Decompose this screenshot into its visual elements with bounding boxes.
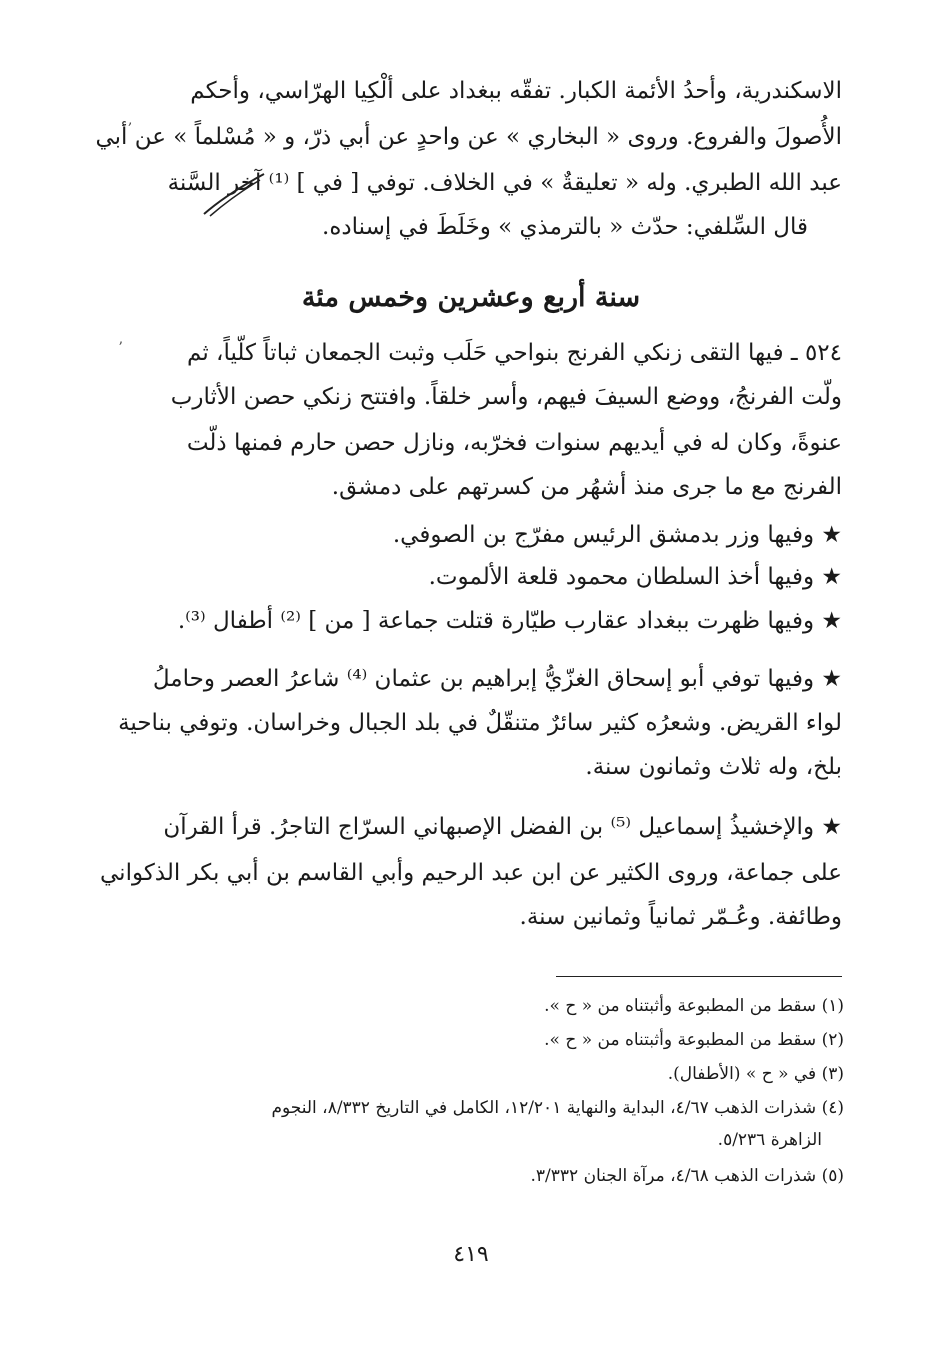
section-heading: سنة أربع وعشرين وخمس مئة bbox=[301, 282, 641, 313]
text-line: الفرنج مع ما جرى منذ أشهُر من كسرتهم على دمشق. bbox=[331, 474, 842, 500]
text-line: عنوةً، وكان له في أيديهم سنوات فخرّبه، ونازل حصن حارم فمنها ذلّت bbox=[186, 430, 842, 456]
list-item: ★ وفيها وزر بدمشق الرئيس مفرّج بن الصوفي. bbox=[392, 522, 842, 548]
margin-mark: , bbox=[128, 112, 133, 128]
footnote-3: (٣) في « ح » (الأطفال). bbox=[667, 1064, 844, 1084]
text-line: ٥٢٤ ـ فيها التقى زنكي الفرنج بنواحي حَلَب وثبت الجمعان ثباتاً كلّياً، ثم bbox=[187, 340, 842, 366]
text-line: الاسكندرية، وأحدُ الأئمة الكبار. تفقّه ببغداد على ألْكِيا الهرّاسي، وأحكم bbox=[190, 78, 842, 104]
entry-524-paragraph bbox=[132, 340, 842, 530]
footnote-4-continued: الزاهرة ٥/٢٣٦. bbox=[717, 1130, 822, 1150]
footnote-4: (٤) شذرات الذهب ٤/٦٧، البداية والنهاية ١٢/٢٠١، الكامل في التاريخ ٨/٣٣٢، النجوم bbox=[271, 1098, 844, 1118]
ghazzi-paragraph bbox=[118, 666, 842, 806]
footnote-1: (١) سقط من المطبوعة وأثبتناه من « ح ». bbox=[544, 996, 844, 1016]
text-line: الأُصولَ والفروع. وروى « البخاري » عن واحدٍ عن أبي ذرّ، و « مُسْلماً » عن أبي bbox=[95, 124, 842, 150]
footnote-5: (٥) شذرات الذهب ٤/٦٨، مرآة الجنان ٣/٣٣٢. bbox=[530, 1166, 844, 1186]
text-line: وطائفة. وعُـمّر ثمانياً وثمانين سنة. bbox=[519, 904, 842, 930]
handwritten-strike-mark bbox=[200, 170, 270, 220]
text-line: ★ والإخشيذُ إسماعيل ⁽⁵⁾ بن الفضل الإصبهاني السرّاج التاجرُ. قرأ القرآن bbox=[163, 814, 842, 840]
list-item: ★ وفيها ظهرت ببغداد عقارب طيّارة قتلت جماعة [ من ] ⁽²⁾ أطفال ⁽³⁾. bbox=[177, 608, 842, 634]
page-number: ٤١٩ bbox=[453, 1242, 489, 1267]
margin-mark: ʼ bbox=[118, 340, 123, 356]
ikhshidh-paragraph bbox=[100, 814, 842, 954]
star-items-list bbox=[132, 522, 842, 642]
text-line: ولّت الفرنجُ، ووضع السيفَ فيهم، وأسر خلقاً. وافتتح زنكي حصن الأثارب bbox=[170, 384, 842, 410]
text-line: بلخ، وله ثلاث وثمانون سنة. bbox=[585, 754, 842, 780]
list-item: ★ وفيها أخذ السلطان محمود قلعة الألموت. bbox=[428, 564, 842, 590]
footnote-2: (٢) سقط من المطبوعة وأثبتناه من « ح ». bbox=[544, 1030, 844, 1050]
footnotes bbox=[140, 996, 844, 1206]
footnote-separator bbox=[556, 976, 842, 977]
text-line: ★ وفيها توفي أبو إسحاق الغزّيُّ إبراهيم بن عثمان ⁽⁴⁾ شاعرُ العصر وحاملُ bbox=[152, 666, 842, 692]
text-line: على جماعة، وروى الكثير عن ابن عبد الرحيم وأبي القاسم بن أبي بكر الذكواني bbox=[100, 860, 842, 886]
text-line: لواء القريض. وشعرُه كثير سائرٌ متنقّلٌ في بلد الجبال وخراسان. وتوفي بناحية bbox=[118, 710, 842, 736]
text-line: قال السِّلفي: حدّث « بالترمذي » وخَلَطَ في إسناده. bbox=[322, 214, 808, 240]
text-line: عبد الله الطبري. وله « تعليقةٌ » في الخلاف. توفي [ في ] ⁽¹⁾ آخر السَّنة bbox=[167, 170, 842, 196]
